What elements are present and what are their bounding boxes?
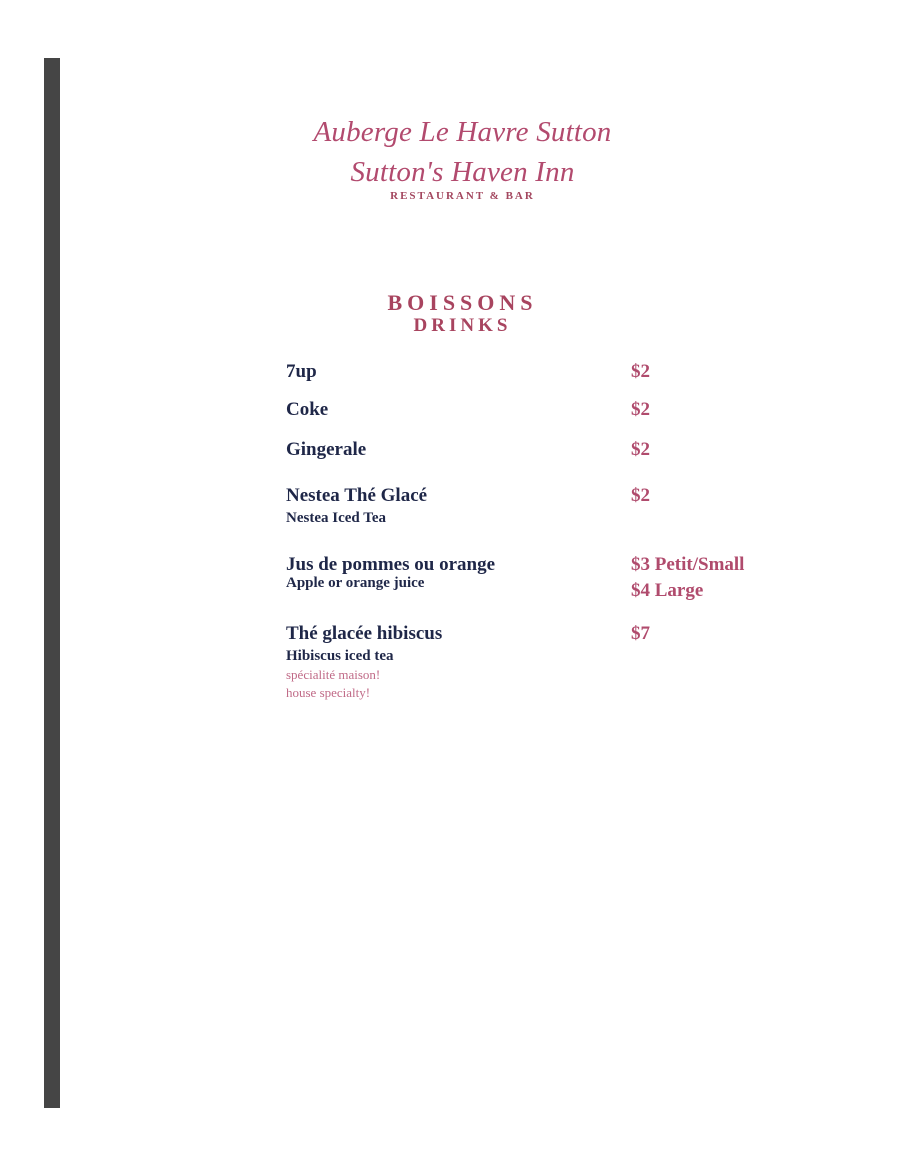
menu-item — [286, 484, 806, 528]
page-edge-bar — [44, 58, 60, 1108]
menu-item — [286, 438, 806, 462]
section-title-english: DRINKS — [413, 315, 512, 336]
menu-item — [286, 360, 806, 384]
item-name: Gingerale — [286, 439, 367, 460]
item-name: Thé glacée hibiscus — [286, 623, 443, 644]
inn-name-french: Auberge Le Havre Sutton — [313, 116, 612, 148]
item-name: Nestea Thé Glacé — [286, 485, 428, 506]
restaurant-bar-subtitle: RESTAURANT & BAR — [390, 190, 535, 202]
menu-item — [286, 398, 806, 422]
item-price-large: $4 Large — [631, 580, 704, 601]
item-price: $2 — [631, 399, 650, 420]
item-name: Jus de pommes ou orange — [286, 554, 496, 575]
item-price-small: $3 Petit/Small — [631, 554, 745, 575]
item-price: $2 — [631, 439, 650, 460]
menu-item — [286, 553, 806, 601]
item-price: $2 — [631, 485, 650, 506]
house-specialty-note-french: spécialité maison! — [286, 667, 381, 682]
inn-name-english: Sutton's Haven Inn — [350, 156, 575, 188]
section-title-french: BOISSONS — [387, 290, 538, 315]
item-name: 7up — [286, 361, 317, 382]
house-specialty-note-english: house specialty! — [286, 685, 371, 700]
item-english-name: Apple or orange juice — [286, 575, 425, 591]
menu-header — [0, 112, 900, 202]
item-name: Coke — [286, 399, 329, 420]
section-heading — [0, 290, 900, 336]
item-price: $7 — [631, 623, 650, 644]
menu-item — [286, 622, 806, 702]
item-english-name: Hibiscus iced tea — [286, 648, 394, 664]
item-english-name: Nestea Iced Tea — [286, 510, 386, 526]
item-price: $2 — [631, 361, 650, 382]
